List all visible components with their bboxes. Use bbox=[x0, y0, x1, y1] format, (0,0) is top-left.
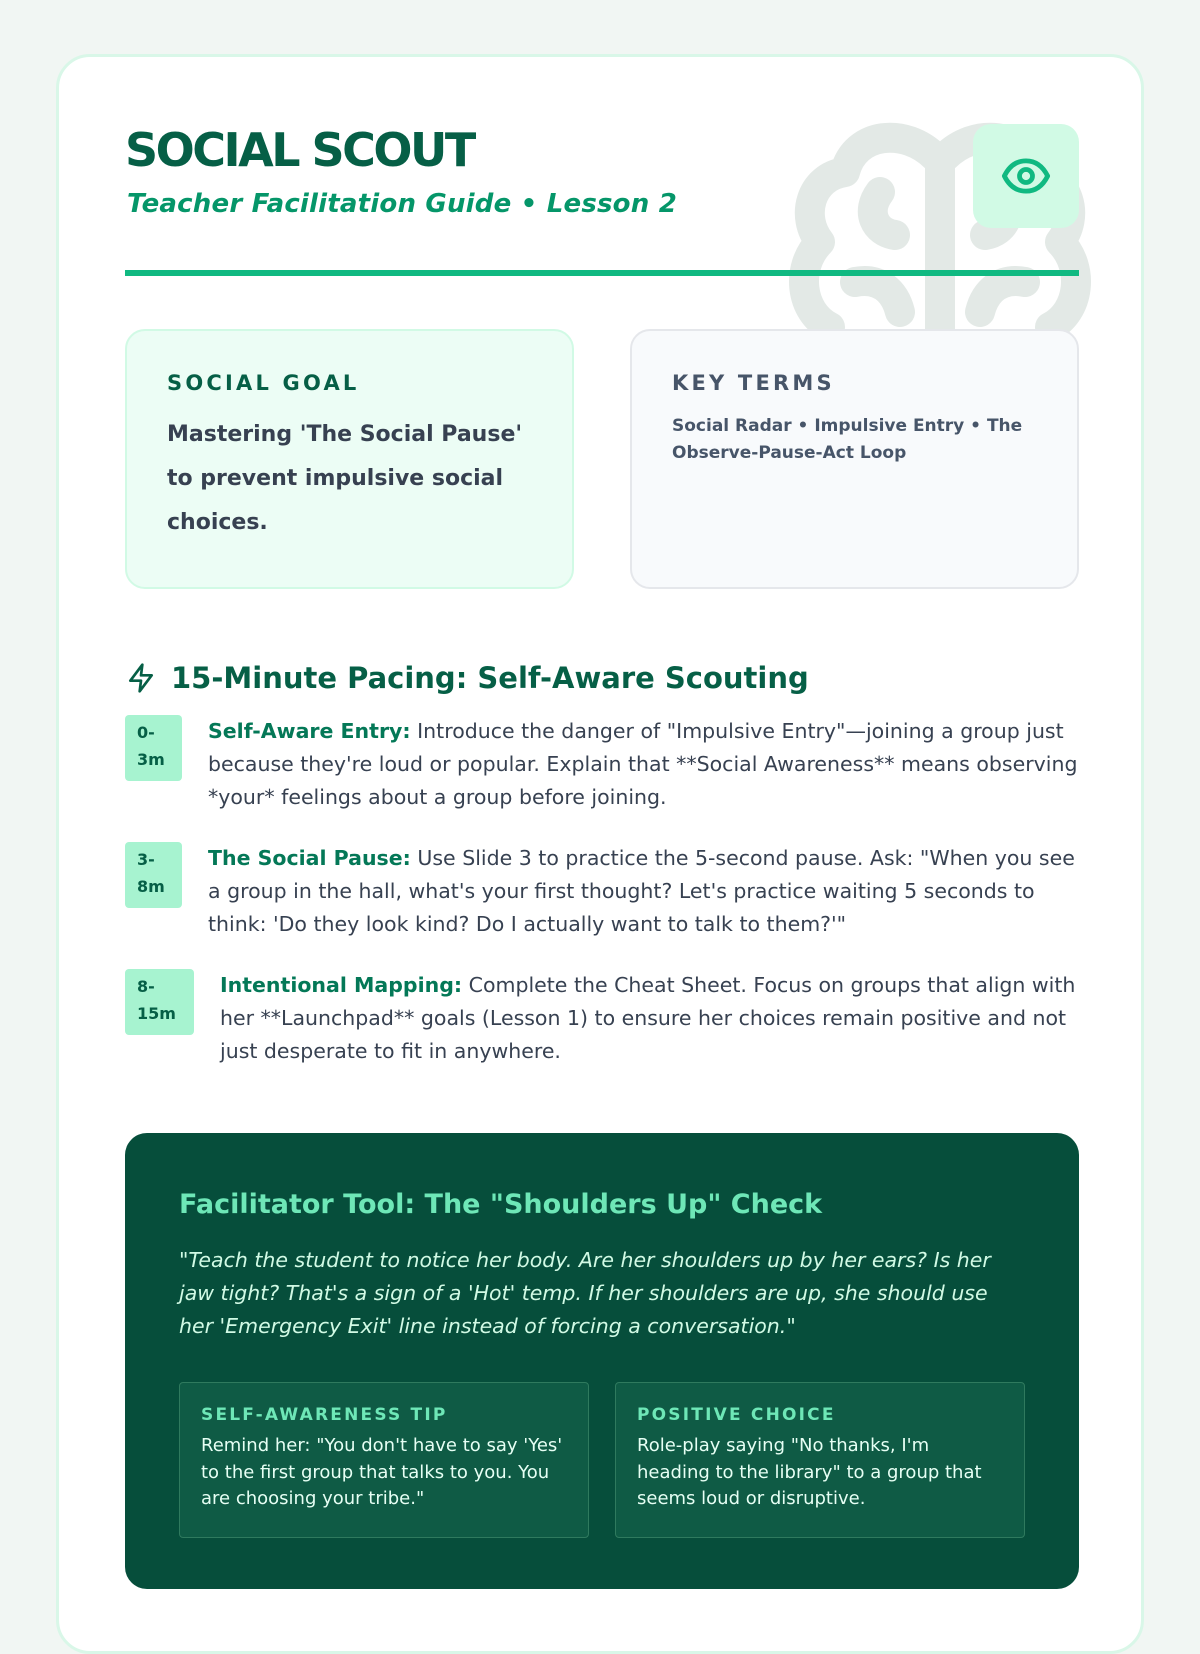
time-badge: 0-3m bbox=[125, 715, 182, 781]
step-description: Complete the Cheat Sheet. Focus on groups that align with her **Launchpad** goals (Lesson 1) to ensure her choices remain positive and not just desperate to fit in anywhere. bbox=[220, 973, 1076, 1063]
positive-choice-tip-card bbox=[615, 1382, 1025, 1538]
page-subtitle: Teacher Facilitation Guide • Lesson 2 bbox=[127, 189, 677, 219]
step-text bbox=[220, 969, 1085, 1068]
step-description: Introduce the danger of "Impulsive Entry"—joining a group just because they're loud or popular. Explain that **Social Awareness** means observing *your* feelings about a group before joining. bbox=[208, 719, 1078, 809]
tip-label: POSITIVE CHOICE bbox=[637, 1405, 836, 1425]
time-badge: 8-15m bbox=[125, 969, 194, 1035]
facilitator-tool-quote: "Teach the student to notice her body. Are her shoulders up by her ears? Is her jaw tight? That's a sign of a 'Hot' temp. If her shoulders are up, she should use her 'Emergency Exit' line instead of forcing a conversation." bbox=[179, 1248, 991, 1338]
eye-badge bbox=[973, 124, 1079, 228]
social-goal-text: Mastering 'The Social Pause' to prevent impulsive social choices. bbox=[167, 422, 523, 535]
eye-icon bbox=[1000, 150, 1052, 202]
tip-label: SELF-AWARENESS TIP bbox=[201, 1405, 448, 1425]
facilitator-tool-title: Facilitator Tool: The "Shoulders Up" Check bbox=[179, 1189, 823, 1220]
social-goal-label: SOCIAL GOAL bbox=[167, 371, 360, 395]
key-terms-text: Social Radar • Impulsive Entry • The Observe-Pause-Act Loop bbox=[672, 416, 1023, 463]
facilitator-tool-panel bbox=[125, 1133, 1079, 1589]
pacing-title: 15-Minute Pacing: Self-Aware Scouting bbox=[171, 661, 809, 695]
lightning-icon bbox=[125, 662, 157, 694]
key-terms-box bbox=[630, 329, 1079, 589]
step-label: The Social Pause: bbox=[208, 846, 411, 870]
tips-row bbox=[179, 1382, 1025, 1538]
step-text bbox=[208, 715, 1085, 814]
page-title: SOCIAL SCOUT bbox=[125, 123, 474, 177]
social-goal-box bbox=[125, 329, 574, 589]
pacing-step bbox=[125, 715, 1085, 814]
tip-text: Remind her: "You don't have to say 'Yes' to the first group that talks to you. You are choosing your tribe." bbox=[201, 1435, 563, 1509]
pacing-header bbox=[125, 661, 809, 695]
step-text bbox=[208, 842, 1085, 941]
step-label: Intentional Mapping: bbox=[220, 973, 463, 997]
time-badge: 3-8m bbox=[125, 842, 182, 908]
step-label: Self-Aware Entry: bbox=[208, 719, 411, 743]
tip-text: Role-play saying "No thanks, I'm heading to the library" to a group that seems loud or disruptive. bbox=[637, 1435, 982, 1509]
pacing-step bbox=[125, 969, 1085, 1068]
key-terms-label: KEY TERMS bbox=[672, 371, 835, 395]
header-divider bbox=[125, 270, 1079, 276]
pacing-step bbox=[125, 842, 1085, 941]
step-description: Use Slide 3 to practice the 5-second pause. Ask: "When you see a group in the hall, what's your first thought? Let's practice waiting 5 seconds to think: 'Do they look kind? Do I actually want to talk to them?'" bbox=[208, 846, 1075, 936]
self-awareness-tip-card bbox=[179, 1382, 589, 1538]
guide-card bbox=[56, 54, 1144, 1654]
